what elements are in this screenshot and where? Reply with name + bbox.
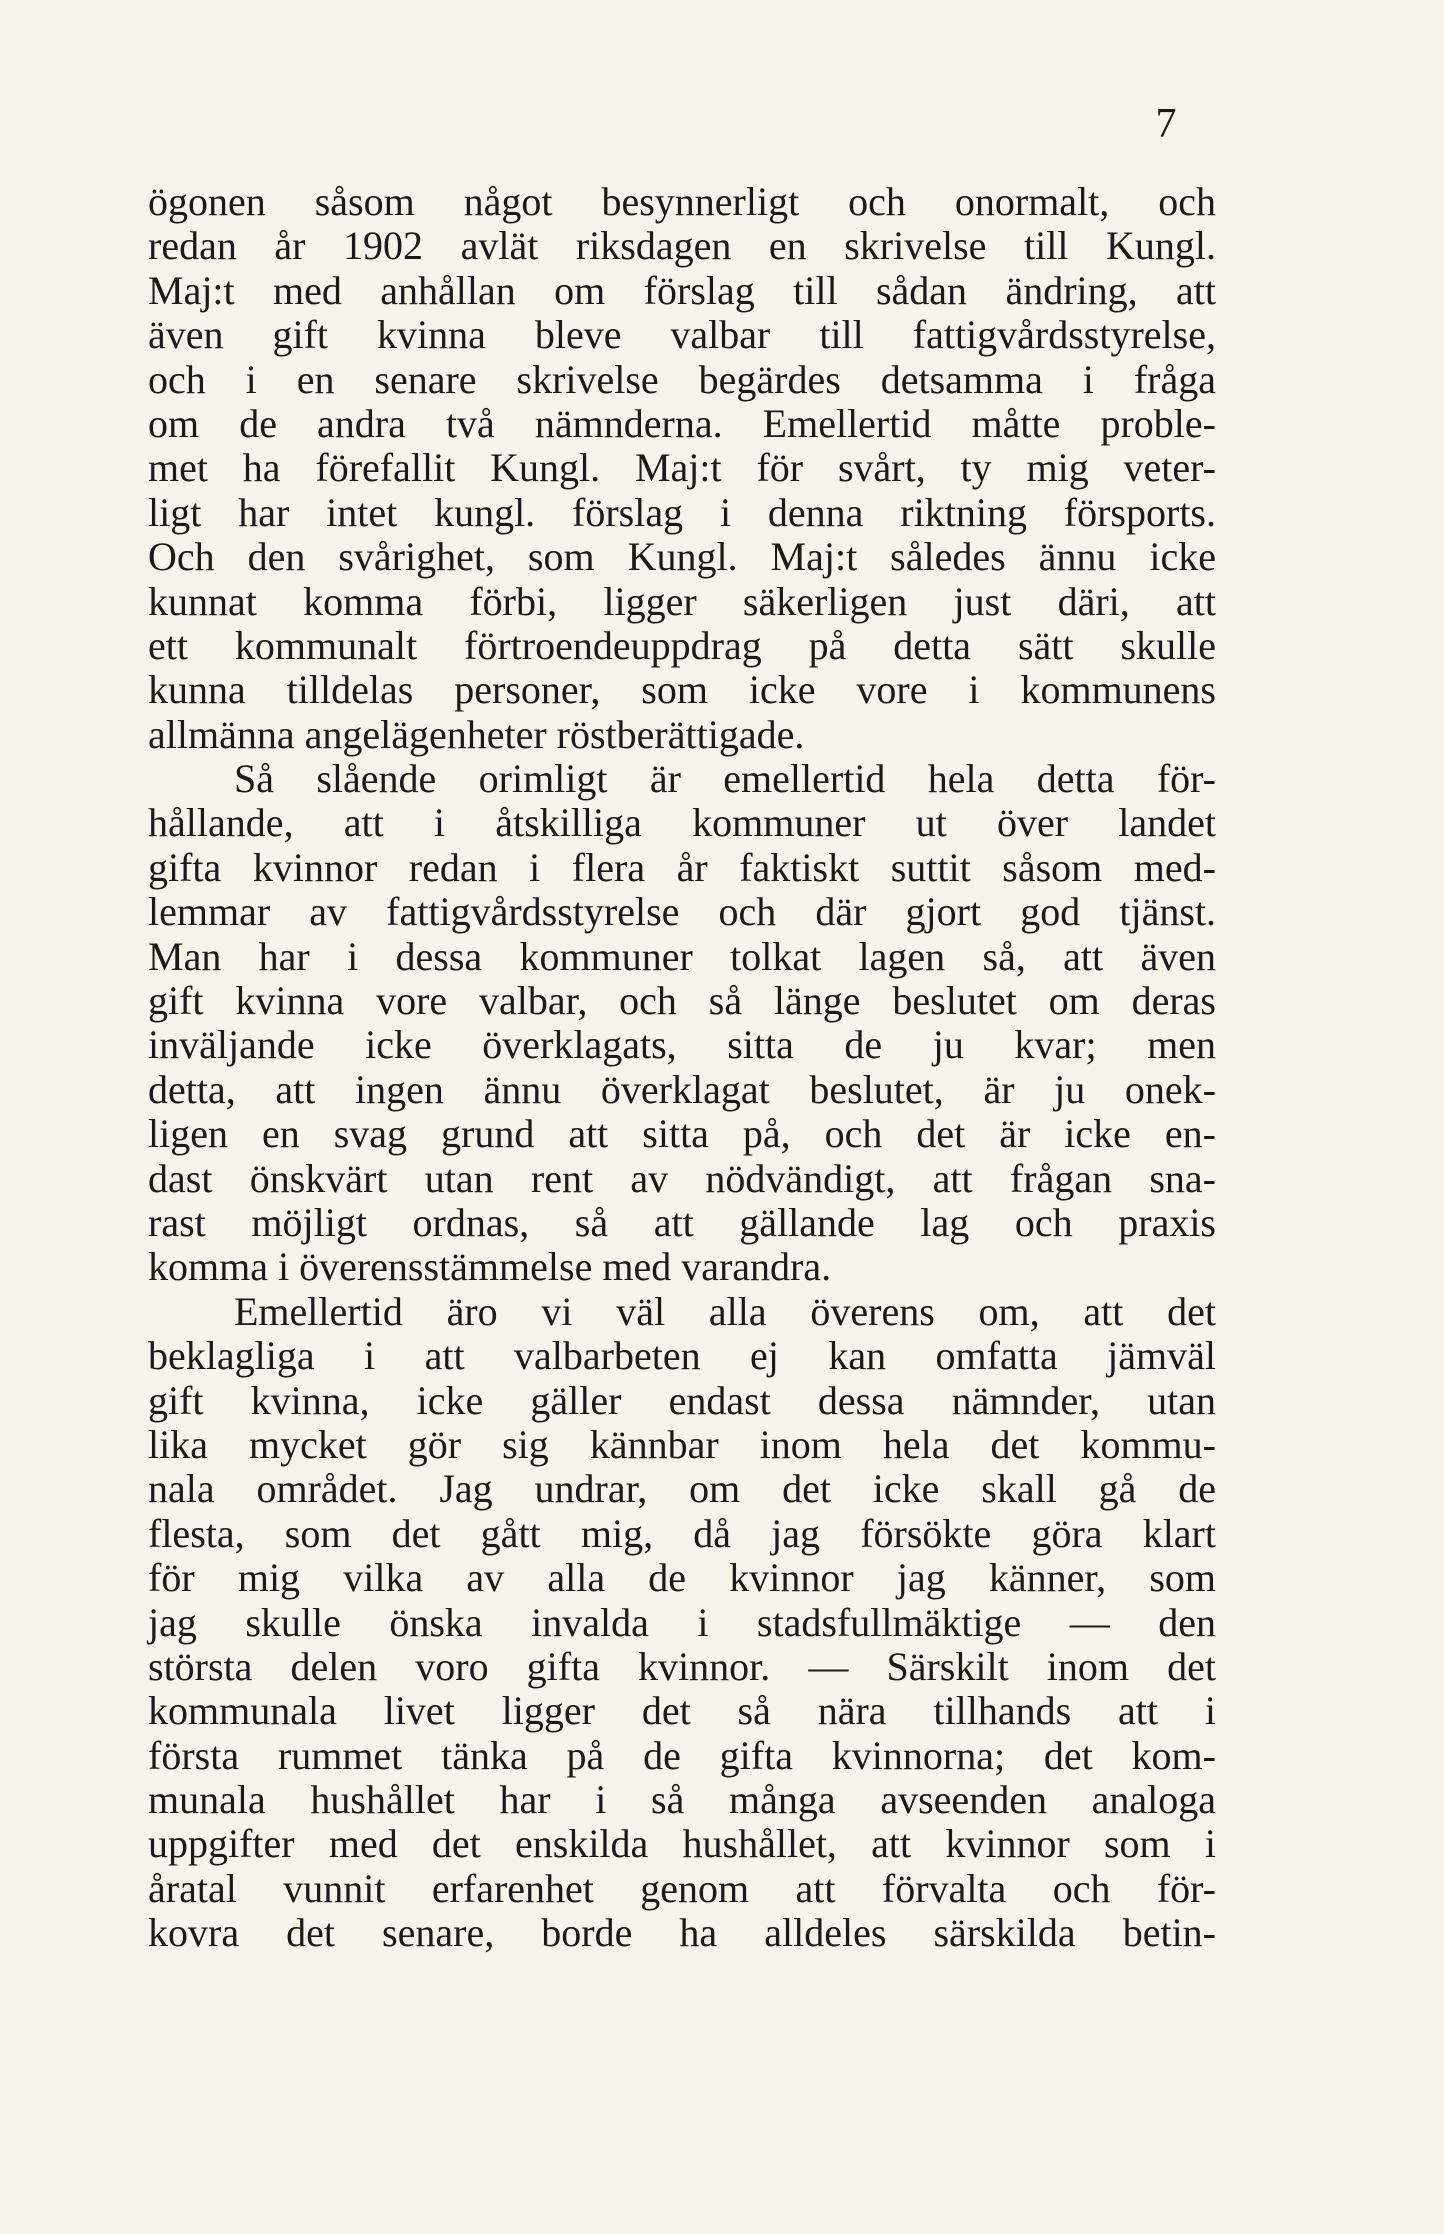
text-line: detta, att ingen ännu överklagat beslutet, är ju onek-: [148, 1066, 1216, 1112]
text-line: nala området. Jag undrar, om det icke skall gå de: [148, 1466, 1216, 1512]
text-line: lemmar av fattigvårdsstyrelse och där gjort god tjänst.: [148, 889, 1216, 935]
text-line: jag skulle önska invalda i stadsfullmäktige — den: [148, 1599, 1216, 1645]
text-line: största delen voro gifta kvinnor. — Särskilt inom det: [148, 1643, 1216, 1689]
text-line: ligen en svag grund att sitta på, och det är icke en-: [148, 1111, 1216, 1157]
text-line: inväljande icke överklagats, sitta de ju kvar; men: [148, 1022, 1216, 1068]
text-line: ett kommunalt förtroendeuppdrag på detta sätt skulle: [148, 622, 1216, 668]
text-line: första rummet tänka på de gifta kvinnorna; det kom-: [148, 1732, 1216, 1778]
text-line: gift kvinna, icke gäller endast dessa nämnder, utan: [148, 1377, 1216, 1423]
text-line: lika mycket gör sig kännbar inom hela det kommu-: [148, 1421, 1216, 1467]
text-line: även gift kvinna bleve valbar till fattigvårdsstyrelse,: [148, 312, 1216, 358]
text-line: Och den svårighet, som Kungl. Maj:t således ännu icke: [148, 534, 1216, 580]
text-line: Så slående orimligt är emellertid hela detta för-: [234, 756, 1216, 802]
text-line: gifta kvinnor redan i flera år faktiskt suttit såsom med-: [148, 844, 1216, 890]
text-line: för mig vilka av alla de kvinnor jag känner, som: [148, 1555, 1216, 1601]
text-line: kommunala livet ligger det så nära tillhands att i: [148, 1688, 1216, 1734]
text-line: och i en senare skrivelse begärdes detsamma i fråga: [148, 356, 1216, 402]
text-line: ögonen såsom något besynnerligt och onormalt, och: [148, 179, 1216, 224]
text-line: hållande, att i åtskilliga kommuner ut över landet: [148, 800, 1216, 846]
text-line: komma i överensstämmelse med varandra.: [148, 1244, 832, 1290]
text-line: allmänna angelägenheter röstberättigade.: [148, 711, 805, 757]
text-line: uppgifter med det enskilda hushållet, att kvinnor som i: [148, 1821, 1216, 1867]
text-line: kunna tilldelas personer, som icke vore i kommunens: [148, 667, 1216, 713]
body-text: [148, 180, 1216, 1956]
text-line: ligt har intet kungl. förslag i denna riktning försports.: [148, 489, 1216, 535]
text-line: redan år 1902 avlät riksdagen en skrivelse till Kungl.: [148, 223, 1216, 269]
text-line: flesta, som det gått mig, då jag försökte göra klart: [148, 1510, 1216, 1556]
text-line: om de andra två nämnderna. Emellertid måtte proble-: [148, 400, 1216, 446]
text-line: rast möjligt ordnas, så att gällande lag och praxis: [148, 1199, 1216, 1245]
text-line: met ha förefallit Kungl. Maj:t för svårt, ty mig veter-: [148, 445, 1216, 491]
text-line: kovra det senare, borde ha alldeles särskilda betin-: [148, 1910, 1216, 1956]
page-number: 7: [1155, 101, 1177, 147]
text-line: munala hushållet har i så många avseenden analoga: [148, 1777, 1216, 1823]
text-line: kunnat komma förbi, ligger säkerligen just däri, att: [148, 578, 1216, 624]
text-line: gift kvinna vore valbar, och så länge beslutet om deras: [148, 978, 1216, 1024]
text-line: Maj:t med anhållan om förslag till sådan ändring, att: [148, 267, 1216, 313]
text-line: åratal vunnit erfarenhet genom att förvalta och för-: [148, 1865, 1216, 1911]
text-line: beklagliga i att valbarbeten ej kan omfatta jämväl: [148, 1333, 1216, 1379]
text-line: Emellertid äro vi väl alla överens om, att det: [234, 1288, 1216, 1334]
text-line: Man har i dessa kommuner tolkat lagen så, att även: [148, 933, 1216, 979]
text-line: dast önskvärt utan rent av nödvändigt, att frågan sna-: [148, 1155, 1216, 1201]
